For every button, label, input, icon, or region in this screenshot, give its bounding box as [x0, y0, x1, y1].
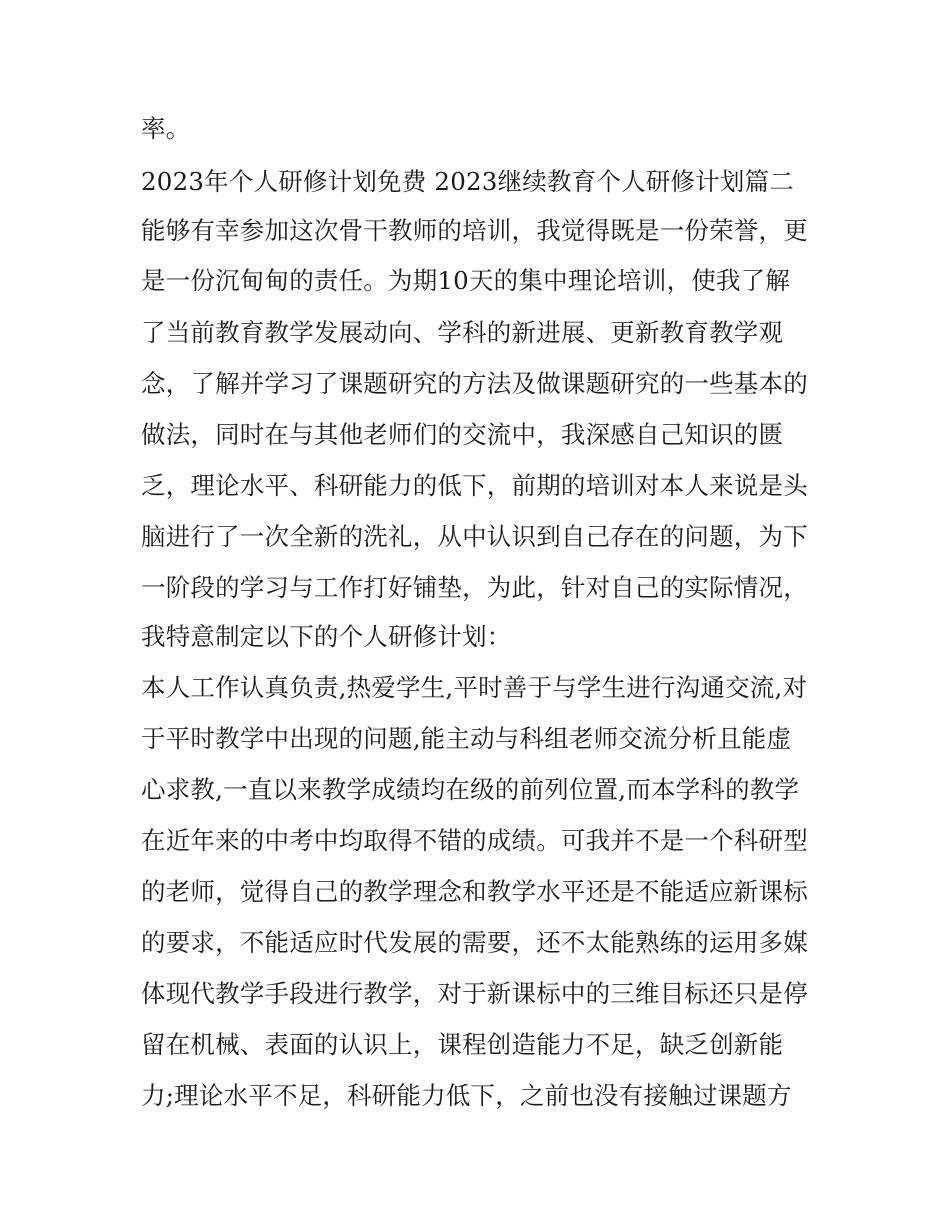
text-line: 我特意制定以下的个人研修计划：: [141, 622, 512, 651]
text-line: 本人工作认真负责,热爱学生,平时善于与学生进行沟通交流,对: [141, 673, 808, 702]
text-line: 于平时教学中出现的问题,能主动与科组老师交流分析且能虚: [141, 724, 792, 753]
text-line: 留在机械、表面的认识上，课程创造能力不足，缺乏创新能: [141, 1030, 784, 1059]
text-line: 是一份沉甸甸的责任。为期10天的集中理论培训，使我了解: [141, 266, 791, 295]
text-line: 做法，同时在与其他老师们的交流中，我深感自己知识的匮: [141, 420, 784, 449]
text-line: 力;理论水平不足，科研能力低下，之前也没有接触过课题方: [141, 1081, 792, 1110]
text-line: 体现代教学手段进行教学，对于新课标中的三维目标还只是停: [141, 979, 808, 1008]
text-line: 乏，理论水平、科研能力的低下，前期的培训对本人来说是头: [141, 471, 808, 500]
text-line: 能够有幸参加这次骨干教师的培训，我觉得既是一份荣誉，更: [141, 216, 808, 245]
text-line: 的要求，不能适应时代发展的需要，还不太能熟练的运用多媒: [141, 928, 808, 957]
text-line: 了当前教育教学发展动向、学科的新进展、更新教育教学观: [141, 318, 784, 347]
text-line: 在近年来的中考中均取得不错的成绩。可我并不是一个科研型: [141, 826, 808, 855]
text-line: 的老师，觉得自己的教学理念和教学水平还是不能适应新课标: [141, 877, 808, 906]
text-line: 一阶段的学习与工作打好铺垫，为此，针对自己的实际情况，: [141, 573, 808, 602]
text-line: 心求教,一直以来教学成绩均在级的前列位置,而本学科的教学: [141, 775, 800, 804]
text-line: 念，了解并学习了课题研究的方法及做课题研究的一些基本的: [141, 369, 808, 398]
text-line: 率。: [141, 114, 191, 143]
text-line: 脑进行了一次全新的洗礼，从中认识到自己存在的问题，为下: [141, 522, 808, 551]
section-heading: 2023年个人研修计划免费 2023继续教育个人研修计划篇二: [141, 167, 794, 196]
